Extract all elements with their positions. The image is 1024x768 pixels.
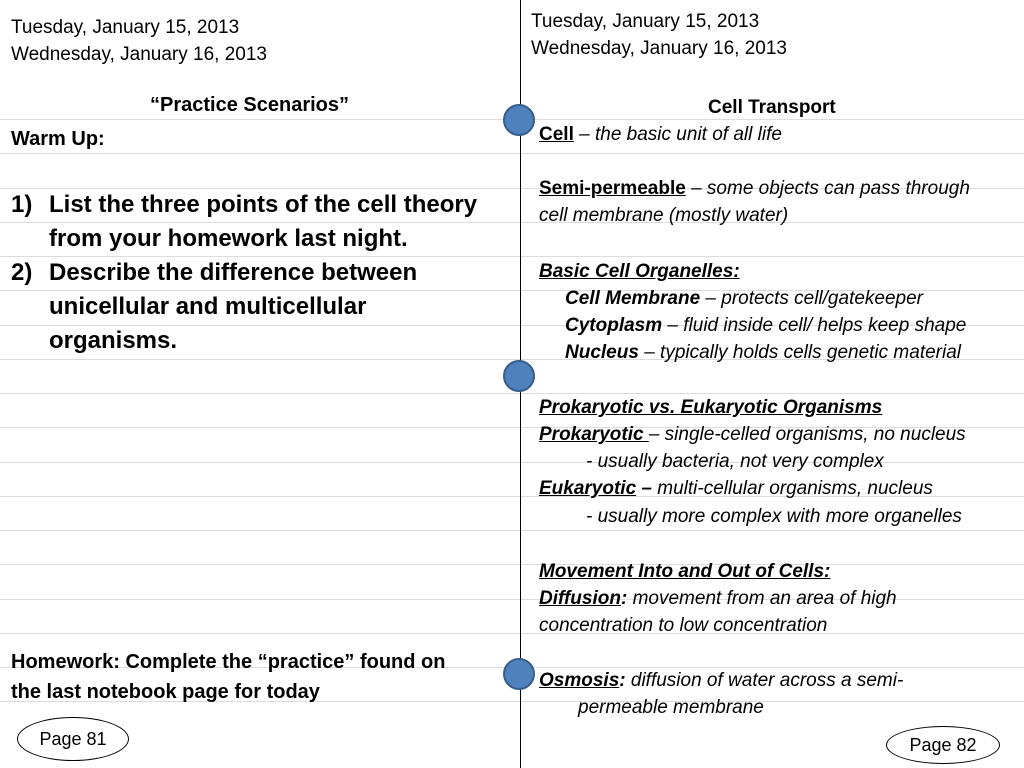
left-date-1: Tuesday, January 15, 2013: [11, 17, 240, 38]
definition: movement from an area of high: [627, 588, 897, 609]
right-date-1: Tuesday, January 15, 2013: [531, 11, 760, 32]
rule-line: [0, 633, 1024, 634]
term: Diffusion: [539, 588, 621, 609]
binder-hole: [503, 104, 535, 136]
term: Eukaryotic: [539, 478, 637, 499]
warm-up-label: Warm Up:: [11, 128, 105, 150]
heading: Movement Into and Out of Cells:: [539, 561, 831, 582]
note-prokaryotic: [539, 421, 966, 448]
note-cell-membrane: [565, 285, 923, 312]
note-eukaryotic-sub: - usually more complex with more organelles: [586, 506, 962, 527]
question-1: [11, 188, 511, 256]
right-page-title: Cell Transport: [708, 97, 836, 118]
question-2: [11, 256, 511, 358]
definition: – single-celled organisms, no nucleus: [648, 424, 966, 445]
note-semi-permeable: [539, 175, 970, 202]
definition: diffusion of water across a semi-: [625, 670, 904, 691]
term: Semi-permeable: [539, 178, 686, 199]
note-osmosis: [539, 667, 903, 694]
heading: Basic Cell Organelles:: [539, 261, 740, 282]
colon: :: [619, 670, 626, 691]
term: Nucleus: [565, 342, 639, 363]
rule-line: [0, 153, 1024, 154]
question-text-line: unicellular and multicellular: [49, 293, 367, 320]
note-cell: [539, 121, 782, 148]
binder-hole: [503, 658, 535, 690]
left-page-title: “Practice Scenarios”: [150, 94, 349, 116]
page-number-badge-left: [17, 717, 129, 761]
page-number-label: Page 81: [39, 728, 107, 749]
note-diffusion-cont: concentration to low concentration: [539, 615, 828, 636]
note-cytoplasm: [565, 312, 966, 339]
page-number-badge-right: [886, 726, 1000, 764]
question-text-line: from your homework last night.: [49, 225, 408, 252]
heading: Prokaryotic vs. Eukaryotic Organisms: [539, 397, 883, 418]
dash: –: [636, 478, 658, 499]
term: Cell: [539, 124, 574, 145]
right-date-2: Wednesday, January 16, 2013: [531, 38, 787, 59]
colon: :: [620, 588, 628, 609]
definition: multi-cellular organisms, nucleus: [657, 478, 933, 499]
question-text-line: organisms.: [49, 327, 178, 354]
definition: – typically holds cells genetic material: [638, 342, 962, 363]
rule-line: [0, 564, 1024, 565]
page-number-label: Page 82: [909, 734, 977, 755]
question-number: 2): [11, 259, 33, 286]
homework-line-1: Homework: Complete the “practice” found on: [11, 651, 446, 673]
note-semi-permeable-cont: cell membrane (mostly water): [539, 205, 789, 226]
question-number: 1): [11, 191, 33, 218]
note-diffusion: [539, 585, 897, 612]
rule-line: [0, 530, 1024, 531]
definition: – the basic unit of all life: [573, 124, 782, 145]
binder-hole: [503, 360, 535, 392]
heading-organelles: [539, 258, 740, 285]
note-prokaryotic-sub: - usually bacteria, not very complex: [586, 451, 884, 472]
question-text-line: Describe the difference between: [49, 259, 418, 286]
term: Prokaryotic: [539, 424, 649, 445]
left-date-2: Wednesday, January 16, 2013: [11, 44, 267, 65]
definition: – some objects can pass through: [685, 178, 970, 199]
note-osmosis-cont: permeable membrane: [578, 697, 764, 718]
definition: – fluid inside cell/ helps keep shape: [662, 315, 967, 336]
heading-prok-euk: [539, 394, 882, 421]
heading-movement: [539, 558, 830, 585]
definition: – protects cell/gatekeeper: [700, 288, 924, 309]
note-eukaryotic: [539, 475, 933, 502]
question-text-line: List the three points of the cell theory: [49, 191, 478, 218]
homework-line-2: the last notebook page for today: [11, 681, 320, 703]
term: Cell Membrane: [565, 288, 701, 309]
term: Cytoplasm: [565, 315, 663, 336]
term: Osmosis: [539, 670, 620, 691]
note-nucleus: [565, 339, 961, 366]
